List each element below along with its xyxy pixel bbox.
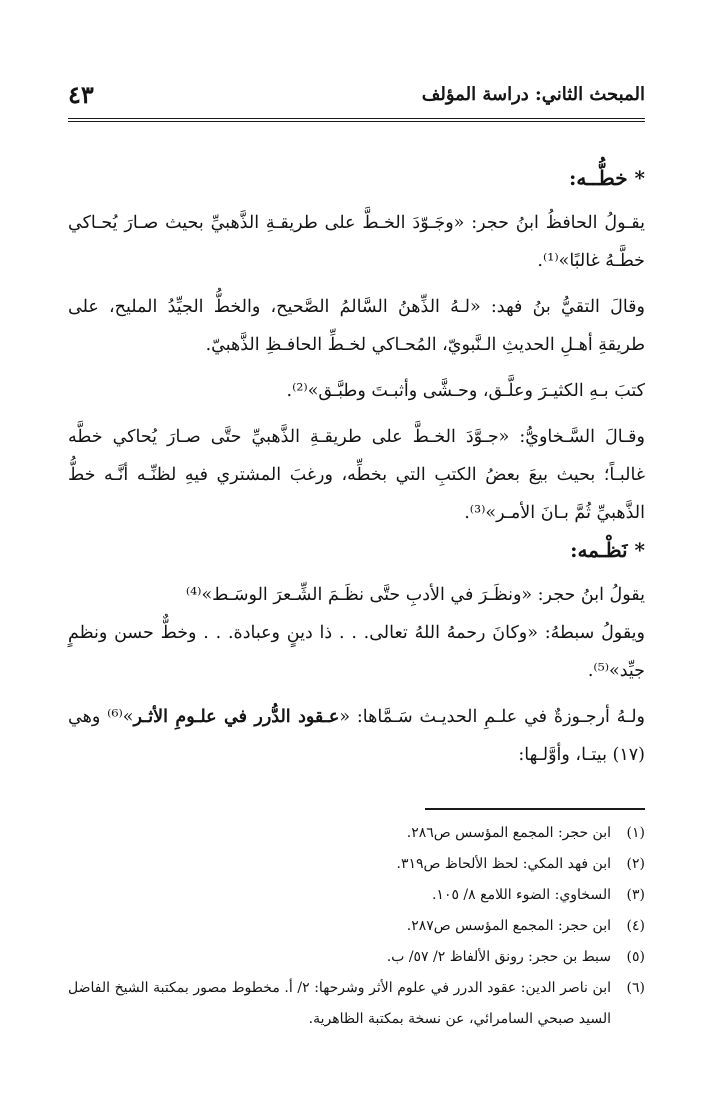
footnote-number: (٥) bbox=[626, 949, 645, 965]
paragraph-urjuza bbox=[68, 698, 645, 774]
main-text bbox=[68, 160, 645, 774]
page-number: ٤٣ bbox=[68, 80, 94, 109]
paragraph-ibn-fahd-continued: كتبَ بـهِ الكثيـرَ وعلَّـق، وحـشَّى وأثبـتَ وطبَّـق»⁽²⁾. bbox=[286, 381, 645, 401]
footnote-number: (٤) bbox=[626, 918, 645, 934]
footnote-item bbox=[68, 911, 645, 942]
footnote-number: (٣) bbox=[626, 887, 645, 903]
page-header bbox=[68, 78, 645, 122]
paragraph-sakhawi: وقـالَ السَّـخاويُّ: «جـوَّدَ الخـطَّ على طريقـةِ الذَّهبيِّ حتَّى صـارَ يُحاكي خطَّه غالبـاً؛ بحيث بيعَ بعضُ الكتبِ التي بخطِّه، ورغبَ المشتري فيهِ لظنِّـه أنَّـه خطُّ الذَّهبيِّ ثُمَّ بـانَ الأمـر»⁽³⁾. bbox=[68, 427, 645, 523]
section-heading-poetry: * نَظْـمه: bbox=[570, 538, 645, 562]
footnote-number: (٦) bbox=[626, 980, 645, 996]
footnote-text: ابن ناصر الدين: عقود الدرر في علوم الأثر وشرحها: ٢/ أ. مخطوط مصور بمكتبة الشيخ الفاضل السيد صبحي السامرائي، عن نسخة بمكتبة الظاهرية. bbox=[68, 980, 611, 1027]
footnote-item bbox=[68, 818, 645, 849]
paragraph-ibn-hajar-poetry: يقولُ ابنُ حجر: «ونظَـرَ في الأدبِ حتَّى نظَـمَ الشِّـعرَ الوسَـط»⁽⁴⁾ bbox=[185, 585, 645, 605]
urjuza-suffix: »⁽⁶⁾ وهي (١٧) بيتـا، وأوَّلـها: bbox=[68, 707, 645, 765]
footnote-item bbox=[68, 880, 645, 911]
section-heading-handwriting: * خطُّــه: bbox=[568, 166, 645, 190]
footnote-item bbox=[68, 849, 645, 880]
paragraph-ibn-fahd: وقالَ التقيُّ بنُ فهد: «لـهُ الذِّهنُ السَّالمُ الصَّحيح، والخطُّ الجيِّدُ المليح، على طريقةِ أهـلِ الحديثِ الـنَّبويّ، المُحـاكي لخـطِّ الحافـظِ الذَّهبيّ. bbox=[68, 297, 645, 355]
footnote-number: (٢) bbox=[626, 856, 645, 872]
chapter-title: المبحث الثاني: دراسة المؤلف bbox=[421, 84, 645, 105]
footnote-item bbox=[68, 973, 645, 1035]
footnote-text: سبط بن حجر: رونق الألفاظ ٢/ ٥٧/ ب. bbox=[386, 949, 611, 965]
footnote-text: السخاوي: الضوء اللامع ٨/ ١٠٥. bbox=[431, 887, 611, 903]
urjuza-prefix: ولـهُ أرجـوزةٌ في علـمِ الحديـث سَـمَّاها: « bbox=[339, 707, 646, 727]
urjuza-title: عـقود الدُّرر في علـومِ الأثـر bbox=[133, 707, 340, 727]
paragraph-sibt: ويقولُ سبطهُ: «وكانَ رحمهُ اللهُ تعالى. . . ذا دينٍ وعبادة. . . وخطٌّ حسن ونظمٍ جيِّد»⁽⁵⁾. bbox=[68, 623, 645, 681]
footnote-text: ابن فهد المكي: لحظ الألحاظ ص٣١٩. bbox=[396, 856, 611, 872]
paragraph-ibn-hajar-handwriting: يقـولُ الحافظُ ابنُ حجر: «وجَـوّدَ الخـطَّ على طريقـةِ الذَّهبيِّ بحيث صـارَ يُحـاكي خطَّـهُ غالبًا»⁽¹⁾. bbox=[68, 213, 645, 271]
footnote-text: ابن حجر: المجمع المؤسس ص٢٨٦. bbox=[406, 825, 611, 841]
footnote-text: ابن حجر: المجمع المؤسس ص٢٨٧. bbox=[406, 918, 611, 934]
footnote-number: (١) bbox=[626, 825, 645, 841]
footnote-separator bbox=[425, 808, 645, 810]
footnotes bbox=[68, 818, 645, 1035]
footnote-item bbox=[68, 942, 645, 973]
